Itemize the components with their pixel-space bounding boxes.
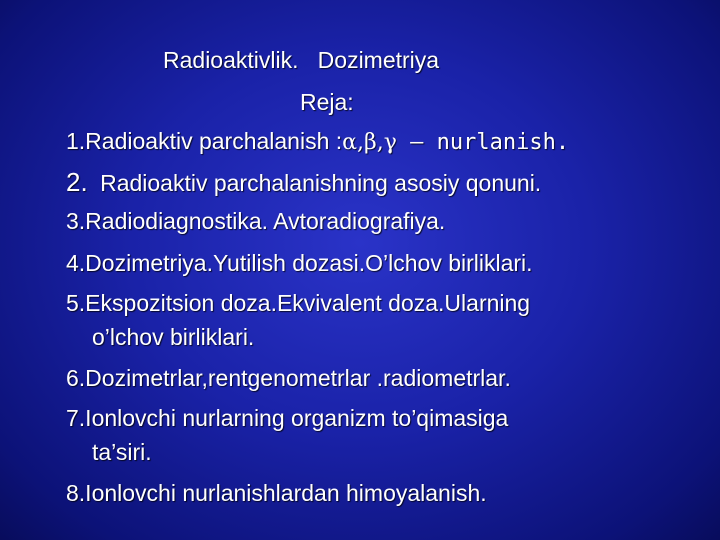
plan-item-1-suffix: – nurlanish.: [396, 130, 570, 155]
plan-item-4: 4.Dozimetriya.Yutilish dozasi.O’lchov birliklari.: [66, 250, 533, 276]
plan-item-7-continued: ta’siri.: [92, 439, 152, 465]
plan-item-2-number: 2.: [66, 167, 88, 197]
plan-item-1: [66, 127, 569, 157]
plan-item-2: [66, 168, 541, 197]
plan-item-2-text: Radioaktiv parchalanishning asosiy qonuni.: [100, 170, 542, 196]
plan-item-1-text: 1.Radioaktiv parchalanish :: [66, 128, 343, 154]
greek-letters: α,β,γ: [342, 130, 397, 155]
plan-item-5: 5.Ekspozitsion doza.Ekvivalent doza.Ularning: [66, 290, 531, 316]
plan-heading: Reja:: [300, 89, 354, 115]
plan-item-7: 7.Ionlovchi nurlarning organizm to’qimasiga: [66, 405, 509, 431]
plan-item-3: 3.Radiodiagnostika. Avtoradiografiya.: [66, 208, 446, 234]
slide-title: Radioaktivlik. Dozimetriya: [163, 47, 440, 73]
plan-item-8: 8.Ionlovchi nurlanishlardan himoyalanish.: [66, 480, 487, 506]
plan-item-5-continued: o’lchov birliklari.: [92, 324, 255, 350]
plan-item-6: 6.Dozimetrlar,rentgenometrlar .radiometrlar.: [66, 365, 511, 391]
